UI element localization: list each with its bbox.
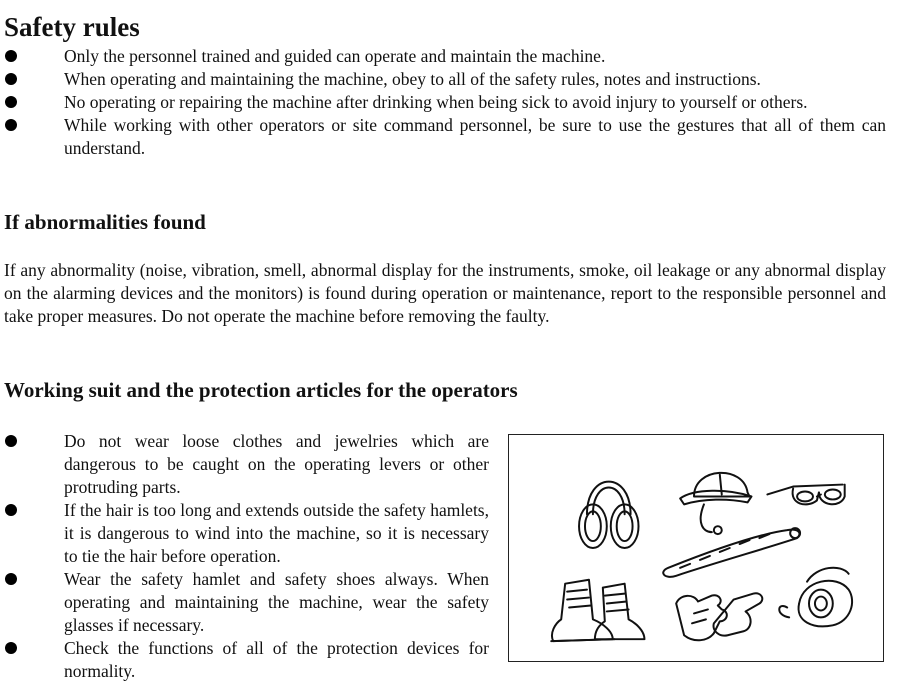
safety-helmet-icon: [680, 473, 751, 534]
safety-rules-list: [0, 45, 886, 160]
abnormalities-paragraph: If any abnormality (noise, vibration, smell, abnormal display for the instruments, smoke, oil leakage or any abnormal display on the alarming devices and the monitors) is found during operation or maintenance, report to the responsible personnel and take proper measures. Do not operate the machine before removing the faulty.: [4, 260, 886, 326]
list-item: No operating or repairing the machine after drinking when being sick to avoid injury to yourself or others.: [0, 91, 886, 114]
list-item: Do not wear loose clothes and jewelries which are dangerous to be caught on the operating levers or other protruding parts.: [0, 430, 489, 499]
section-title-safety-rules: Safety rules: [4, 12, 140, 42]
ear-muffs-icon: [579, 482, 638, 548]
bullet-icon: [5, 573, 17, 585]
respirator-mask-icon: [779, 568, 852, 627]
bullet-icon: [5, 504, 17, 516]
list-item: When operating and maintaining the machine, obey to all of the safety rules, notes and instructions.: [0, 68, 886, 91]
section-title-abnormalities: If abnormalities found: [4, 210, 206, 234]
list-item: Wear the safety hamlet and safety shoes always. When operating and maintaining the machine, wear the safety glasses if necessary.: [0, 568, 489, 637]
working-suit-list: [0, 430, 489, 683]
bullet-icon: [5, 96, 17, 108]
list-item: Check the functions of all of the protection devices for normality.: [0, 637, 489, 683]
work-gloves-icon: [676, 593, 762, 640]
bullet-icon: [5, 642, 17, 654]
section-title-working-suit: Working suit and the protection articles for the operators: [4, 378, 518, 402]
list-item: While working with other operators or site command personnel, be sure to use the gestures that all of them can understand.: [0, 114, 886, 160]
bullet-icon: [5, 73, 17, 85]
list-item: If the hair is too long and extends outside the safety hamlets, it is dangerous to wind into the machine, so it is necessary to tie the hair before operation.: [0, 499, 489, 568]
safety-boots-icon: [551, 580, 644, 641]
bullet-icon: [5, 50, 17, 62]
bullet-icon: [5, 435, 17, 447]
protective-equipment-figure: [508, 434, 884, 662]
bullet-icon: [5, 119, 17, 131]
safety-glasses-icon: [767, 485, 844, 505]
safety-harness-icon: [663, 528, 800, 577]
list-item: Only the personnel trained and guided can operate and maintain the machine.: [0, 45, 886, 68]
